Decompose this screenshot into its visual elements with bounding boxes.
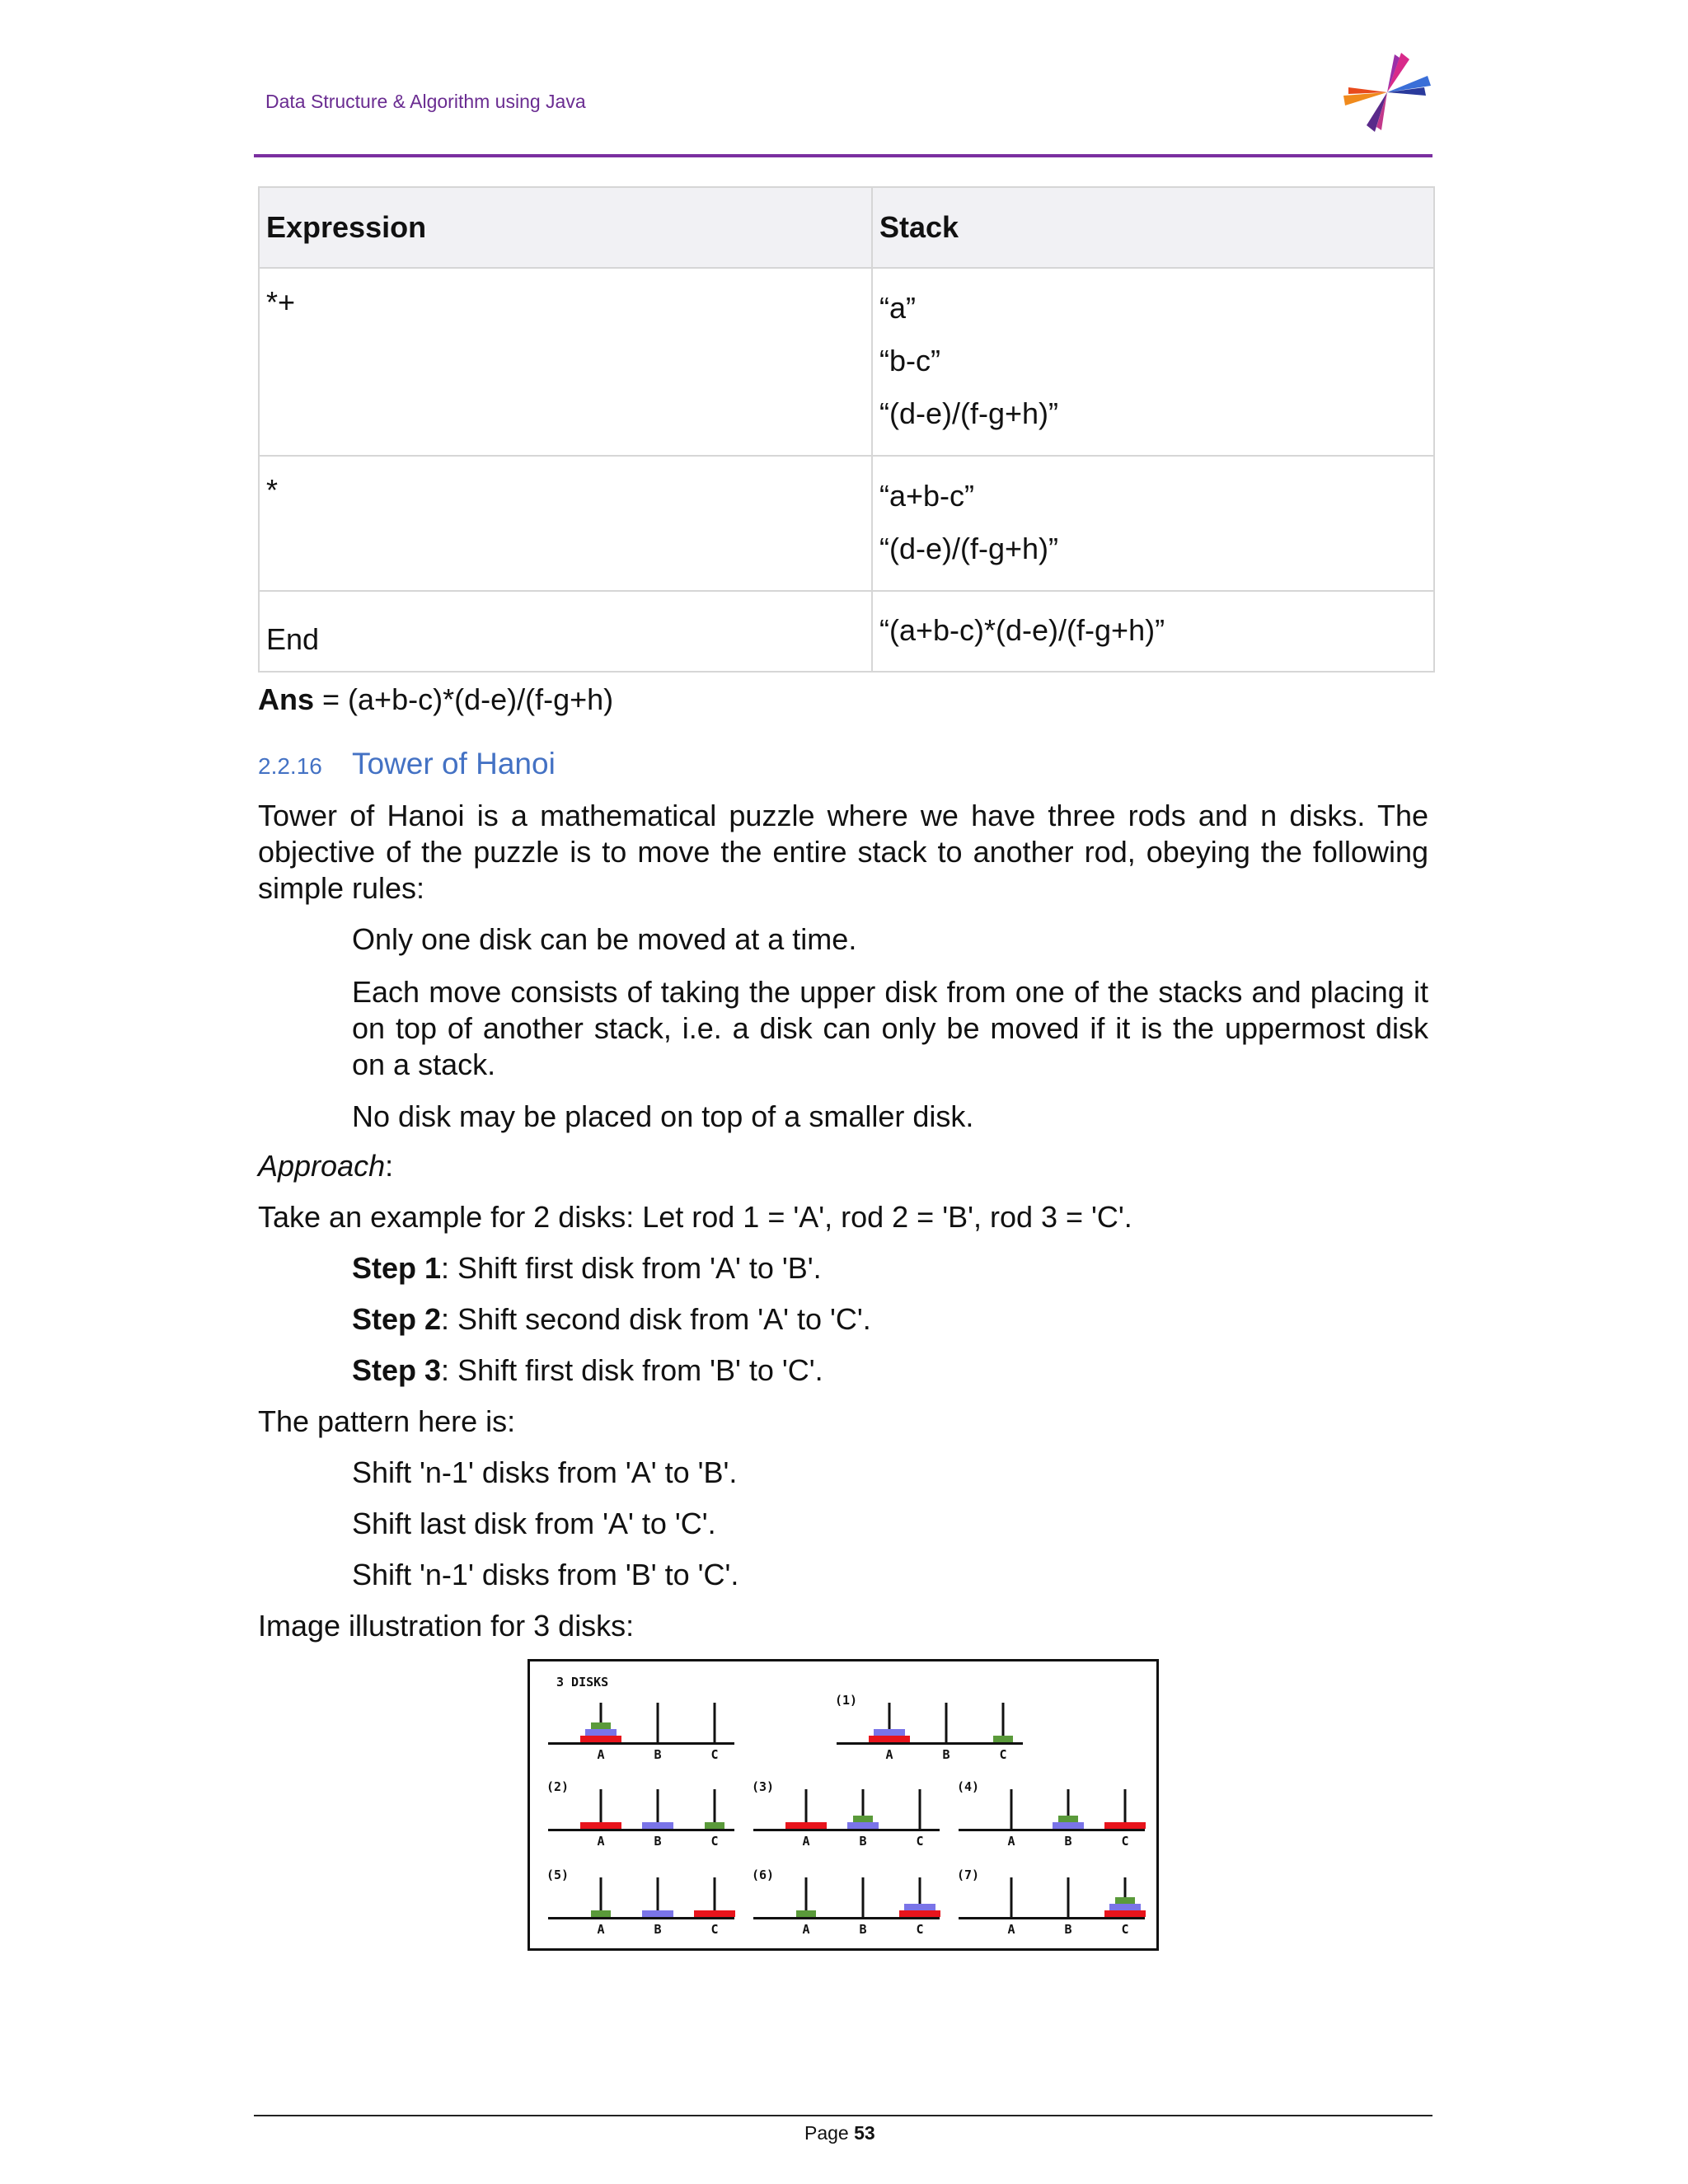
hanoi-disk-large — [1104, 1822, 1146, 1829]
panel-label: (3) — [752, 1779, 775, 1794]
hanoi-base — [548, 1917, 734, 1919]
rod-label: A — [885, 1747, 893, 1762]
rule-item: Each move consists of taking the upper disk from one of the stacks and placing it on top of another stack, i.e. a disk can only be moved if it is the uppermost disk on a stack. — [352, 975, 1428, 1081]
hanoi-figure-svg — [530, 1661, 1156, 1948]
hanoi-base — [959, 1829, 1145, 1831]
header-divider — [254, 154, 1432, 157]
hanoi-rod — [1067, 1877, 1070, 1917]
answer-text: = (a+b-c)*(d-e)/(f-g+h) — [314, 682, 614, 716]
rod-label: C — [999, 1747, 1007, 1762]
approach-colon: : — [385, 1149, 394, 1183]
hanoi-disk-small — [591, 1722, 611, 1729]
answer-label: Ans — [258, 682, 315, 716]
page-number — [804, 2122, 875, 2144]
hanoi-disk-small — [853, 1816, 873, 1822]
hanoi-disk-large — [785, 1822, 827, 1829]
rod-label: C — [710, 1922, 719, 1937]
panel-label: (2) — [546, 1779, 570, 1794]
rod-label: C — [710, 1834, 719, 1849]
hanoi-disk-medium — [585, 1729, 617, 1736]
stack-cell — [872, 591, 1434, 672]
panel-label: (4) — [957, 1779, 980, 1794]
hanoi-disk-large — [1104, 1910, 1146, 1917]
hanoi-disk-small — [705, 1822, 724, 1829]
hanoi-rod — [657, 1703, 659, 1742]
hanoi-rod — [1010, 1877, 1013, 1917]
table-row — [259, 268, 1434, 456]
table-header-stack: Stack — [872, 187, 1434, 268]
panel-label: (5) — [546, 1868, 570, 1882]
hanoi-disk-large — [580, 1822, 621, 1829]
illustration-caption: Image illustration for 3 disks: — [258, 1609, 635, 1643]
table-row — [259, 456, 1434, 591]
step-text: : Shift first disk from 'A' to 'B'. — [441, 1251, 822, 1285]
rule-item: No disk may be placed on top of a smaller disk. — [352, 1099, 974, 1133]
stack-cell — [872, 268, 1434, 456]
hanoi-base — [548, 1742, 734, 1745]
hanoi-base — [548, 1829, 734, 1831]
brand-logo-icon — [1342, 51, 1432, 134]
hanoi-rod — [862, 1877, 865, 1917]
rod-label: B — [942, 1747, 950, 1762]
expression-cell: End — [259, 591, 872, 672]
hanoi-disk-medium — [642, 1910, 673, 1917]
hanoi-disk-small — [1115, 1897, 1135, 1904]
rod-label: A — [597, 1834, 605, 1849]
rod-label: B — [654, 1834, 662, 1849]
hanoi-base — [959, 1917, 1145, 1919]
example-text: Take an example for 2 disks: Let rod 1 = 'A', rod 2 = 'B', rod 3 = 'C'. — [258, 1200, 1132, 1234]
hanoi-disk-small — [796, 1910, 816, 1917]
panel-label: (6) — [752, 1868, 775, 1882]
step-text: : Shift first disk from 'B' to 'C'. — [441, 1353, 823, 1387]
hanoi-disk-large — [694, 1910, 735, 1917]
approach-heading — [258, 1149, 393, 1183]
approach-label: Approach — [258, 1149, 386, 1183]
stack-entry: “(d-e)/(f-g+h)” — [879, 396, 1059, 430]
hanoi-disk-small — [993, 1736, 1013, 1742]
hanoi-disk-large — [899, 1910, 940, 1917]
hanoi-disk-medium — [904, 1904, 935, 1910]
rod-label: A — [802, 1922, 810, 1937]
stack-entry: “b-c” — [879, 344, 940, 377]
hanoi-rod — [714, 1703, 716, 1742]
answer-line — [258, 682, 613, 717]
header-title: Data Structure & Algorithm using Java — [265, 91, 586, 112]
rod-label: A — [1007, 1922, 1015, 1937]
rod-label: C — [710, 1747, 719, 1762]
rod-label: B — [1064, 1922, 1072, 1937]
hanoi-base — [753, 1917, 940, 1919]
stack-entry: “(d-e)/(f-g+h)” — [879, 532, 1059, 565]
step-label: Step 3 — [352, 1353, 442, 1387]
hanoi-rod — [1010, 1789, 1013, 1829]
hanoi-base — [837, 1742, 1023, 1745]
stack-entry: “a+b-c” — [879, 479, 975, 513]
rod-label: C — [1121, 1922, 1129, 1937]
table-header-expression: Expression — [259, 187, 872, 268]
expression-cell: * — [259, 456, 872, 591]
rod-label: B — [654, 1747, 662, 1762]
panel-label: (1) — [835, 1693, 858, 1708]
hanoi-disk-medium — [642, 1822, 673, 1829]
step-text: : Shift second disk from 'A' to 'C'. — [441, 1302, 871, 1336]
hanoi-rod — [945, 1703, 948, 1742]
section-number: 2.2.16 — [258, 753, 322, 779]
step-label: Step 2 — [352, 1302, 442, 1336]
intro-paragraph: Tower of Hanoi is a mathematical puzzle where we have three rods and n disks. The objective of the puzzle is to move the entire stack to another rod, obeying the following simple rules: — [258, 799, 1428, 905]
stack-entry: “a” — [879, 291, 916, 325]
rod-label: B — [859, 1834, 867, 1849]
hanoi-disk-medium — [1109, 1904, 1141, 1910]
pattern-item: Shift last disk from 'A' to 'C'. — [352, 1507, 716, 1540]
rod-label: A — [1007, 1834, 1015, 1849]
rod-label: A — [597, 1922, 605, 1937]
hanoi-disk-large — [869, 1736, 910, 1742]
rod-label: A — [597, 1747, 605, 1762]
page-label: Page — [804, 2122, 855, 2144]
rod-label: B — [859, 1922, 867, 1937]
hanoi-disk-medium — [1053, 1822, 1084, 1829]
hanoi-disk-small — [591, 1910, 611, 1917]
rod-label: B — [1064, 1834, 1072, 1849]
hanoi-disk-medium — [874, 1729, 905, 1736]
stack-entry: “(a+b-c)*(d-e)/(f-g+h)” — [879, 613, 1165, 647]
rod-label: C — [1121, 1834, 1129, 1849]
table-row — [259, 591, 1434, 672]
footer-divider — [254, 2115, 1432, 2116]
expression-stack-table — [258, 186, 1435, 673]
rod-label: A — [802, 1834, 810, 1849]
pattern-item: Shift 'n-1' disks from 'A' to 'B'. — [352, 1455, 738, 1489]
step-item — [352, 1353, 823, 1388]
pattern-intro: The pattern here is: — [258, 1404, 516, 1438]
page-number-value: 53 — [854, 2122, 875, 2144]
rod-label: C — [916, 1834, 924, 1849]
expression-cell: *+ — [259, 268, 872, 456]
pattern-item: Shift 'n-1' disks from 'B' to 'C'. — [352, 1558, 739, 1591]
panel-label: (7) — [957, 1868, 980, 1882]
hanoi-rod — [919, 1789, 921, 1829]
step-item — [352, 1302, 871, 1337]
hanoi-disk-small — [1058, 1816, 1078, 1822]
hanoi-base — [753, 1829, 940, 1831]
rod-label: C — [916, 1922, 924, 1937]
figure-title: 3 DISKS — [556, 1675, 609, 1690]
stack-cell — [872, 456, 1434, 591]
step-label: Step 1 — [352, 1251, 442, 1285]
section-title: Tower of Hanoi — [352, 747, 556, 780]
rod-label: B — [654, 1922, 662, 1937]
step-item — [352, 1251, 822, 1286]
hanoi-disk-large — [580, 1736, 621, 1742]
tower-of-hanoi-illustration — [528, 1659, 1159, 1951]
rule-item: Only one disk can be moved at a time. — [352, 922, 857, 956]
hanoi-disk-medium — [847, 1822, 879, 1829]
